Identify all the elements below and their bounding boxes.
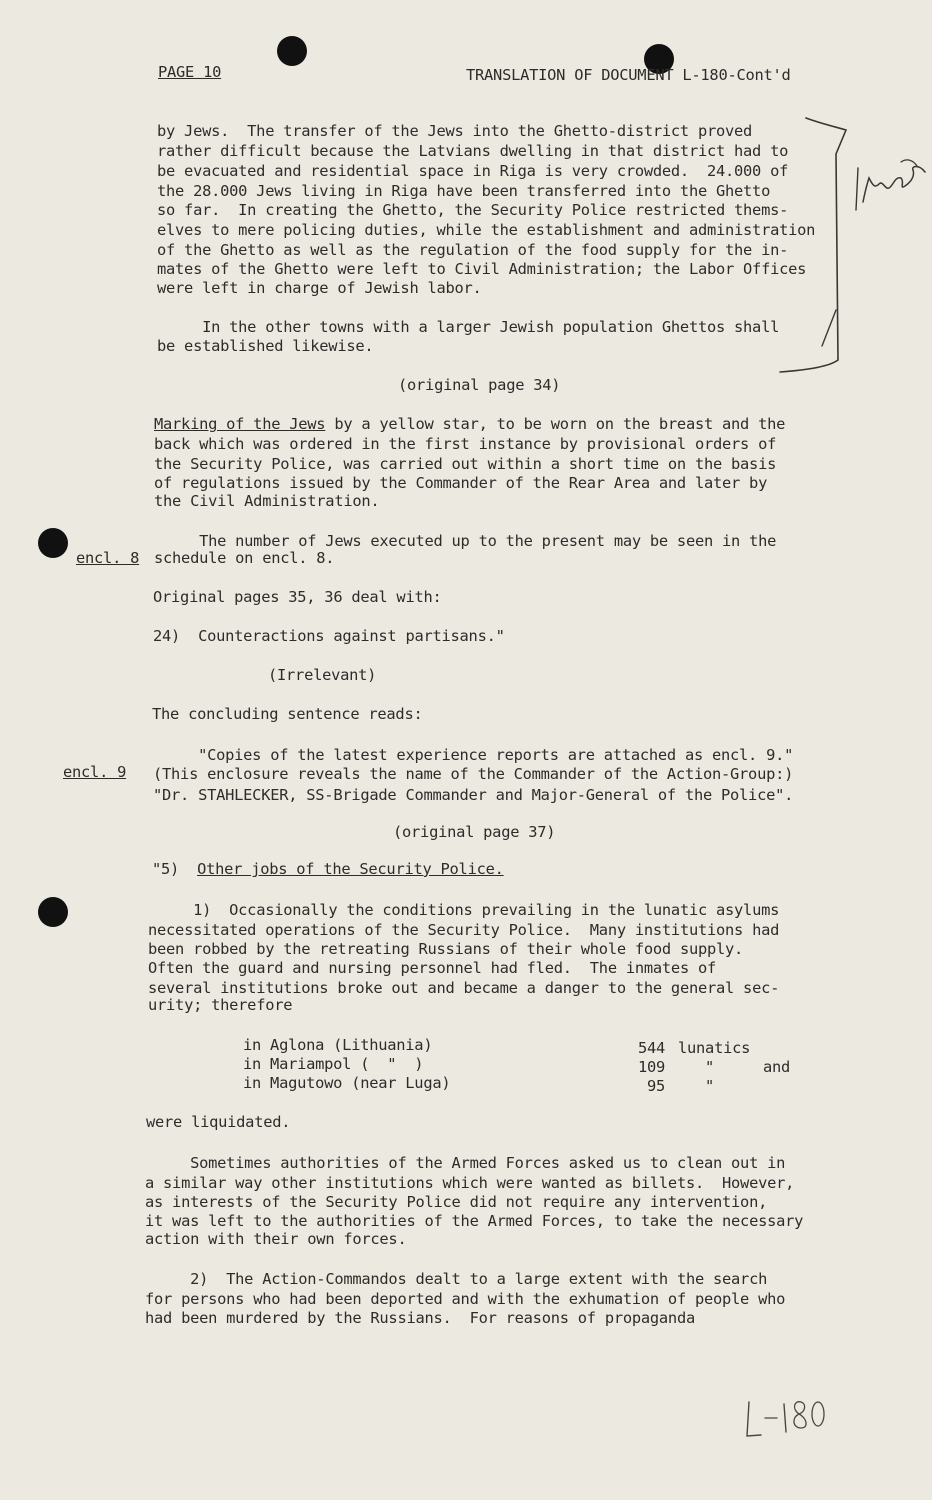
text-line: be established likewise. [157,337,374,355]
text-line: for persons who had been deported and with the exhumation of people who [145,1290,786,1308]
punch-hole-lower [38,897,68,927]
text-line: elves to mere policing duties, while the establishment and administration [157,221,816,239]
text-line: were left in charge of Jewish labor. [157,279,482,297]
item-5-heading [152,860,504,879]
text-line: by Jews. The transfer of the Jews into the Ghetto-district proved [157,122,753,140]
text-line: of the Ghetto as well as the regulation of the food supply for the in- [157,241,789,259]
text-line: Often the guard and nursing personnel had fled. The inmates of [148,959,717,977]
text-line [154,415,785,434]
text-line: several institutions broke out and became a danger to the general sec- [148,979,780,997]
marking-heading: Marking of the Jews [154,415,326,433]
item-24: 24) Counteractions against partisans." [153,627,505,645]
table-unit: " [705,1058,715,1076]
text-line: so far. In creating the Ghetto, the Security Police restricted thems- [157,201,789,219]
margin-label-encl-9: encl. 9 [63,763,127,781]
original-pages-35-36: Original pages 35, 36 deal with: [153,588,442,606]
concluding-sentence: The concluding sentence reads: [152,705,423,723]
text-line: the Security Police, was carried out within a short time on the basis [154,455,777,473]
punch-hole-top-left [277,36,307,66]
irrelevant-note: (Irrelevant) [268,666,377,684]
text-line: the Civil Administration. [154,492,380,510]
text-line: had been murdered by the Russians. For reasons of propaganda [145,1309,695,1327]
table-place: in Mariampol ( " ) [243,1055,424,1073]
table-count: 109 [638,1058,666,1076]
original-page-34: (original page 34) [398,376,561,394]
marking-rest: by a yellow star, to be worn on the breast and the [325,415,786,433]
text-line: schedule on encl. 8. [154,549,335,567]
table-place: in Magutowo (near Luga) [243,1074,451,1092]
text-line: 1) Occasionally the conditions prevailing in the lunatic asylums [148,901,780,919]
table-extra: and [763,1058,791,1076]
page-number: PAGE 10 [158,63,222,81]
handwritten-margin-note [855,158,932,228]
text-line: mates of the Ghetto were left to Civil Administration; the Labor Offices [157,260,807,278]
text-line: rather difficult because the Latvians dwelling in that district had to [157,142,789,160]
table-count: 95 [647,1077,666,1095]
text-line: (This enclosure reveals the name of the Commander of the Action-Group:) [153,765,794,783]
punch-hole-middle [38,528,68,558]
text-line: necessitated operations of the Security Police. Many institutions had [148,921,780,939]
original-page-37: (original page 37) [393,823,556,841]
table-place: in Aglona (Lithuania) [243,1036,433,1054]
liquidated-line: were liquidated. [146,1113,291,1131]
margin-label-encl-8: encl. 8 [76,549,140,567]
text-line: urity; therefore [148,996,293,1014]
handwritten-doc-number [735,1398,835,1448]
text-line: action with their own forces. [145,1230,407,1248]
text-line: Sometimes authorities of the Armed Forces asked us to clean out in [145,1154,786,1172]
item-5-title: Other jobs of the Security Police. [197,860,504,878]
text-line: be evacuated and residential space in Riga is very crowded. 24.000 of [157,162,789,180]
table-unit: " [705,1077,715,1095]
document-title: TRANSLATION OF DOCUMENT L-180-Cont'd [466,66,791,84]
text-line: "Copies of the latest experience reports are attached as encl. 9." [153,746,794,764]
text-line: a similar way other institutions which were wanted as billets. However, [145,1174,795,1192]
text-line: In the other towns with a larger Jewish population Ghettos shall [157,318,780,336]
text-line: been robbed by the retreating Russians of their whole food supply. [148,940,744,958]
text-line: back which was ordered in the first instance by provisional orders of [154,435,777,453]
text-line: the 28.000 Jews living in Riga have been transferred into the Ghetto [157,182,771,200]
text-line: The number of Jews executed up to the present may be seen in the [154,532,777,550]
text-line: 2) The Action-Commandos dealt to a large extent with the search [145,1270,768,1288]
text-line: "Dr. STAHLECKER, SS-Brigade Commander and Major-General of the Police". [153,786,794,804]
table-count: 544 [638,1039,666,1057]
item-5-number: "5) [152,860,198,878]
text-line: it was left to the authorities of the Armed Forces, to take the necessary [145,1212,804,1230]
table-unit: lunatics [678,1039,751,1057]
text-line: of regulations issued by the Commander of the Rear Area and later by [154,474,768,492]
text-line: as interests of the Security Police did not require any intervention, [145,1193,768,1211]
